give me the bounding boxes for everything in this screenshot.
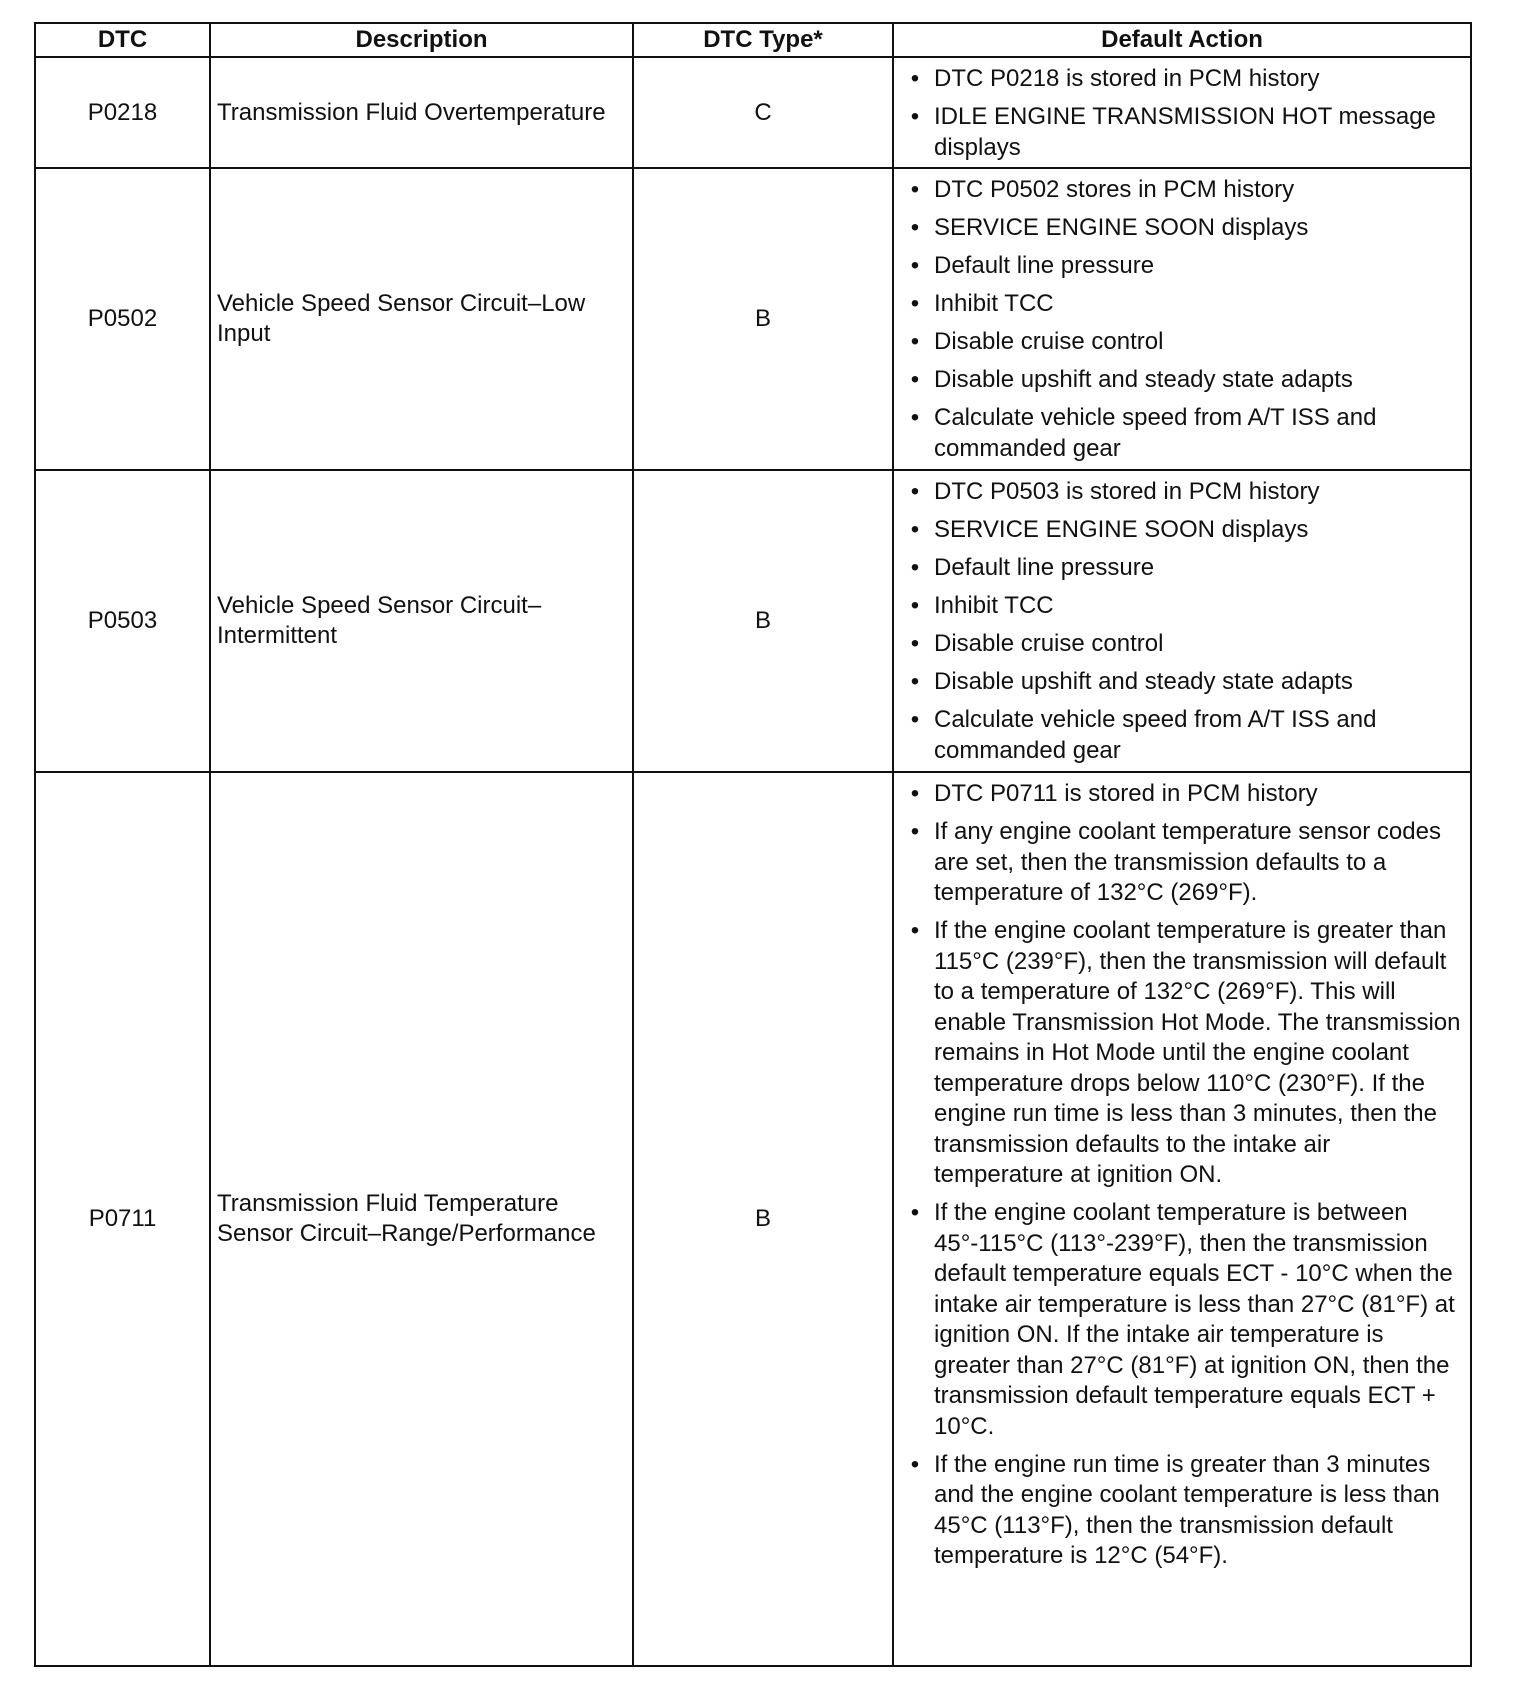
bullet-icon: •	[910, 290, 920, 317]
dtc-code: P0503	[35, 470, 210, 772]
action-item	[900, 251, 1464, 282]
table-body	[35, 57, 1471, 1666]
header-description: Description	[210, 23, 633, 57]
action-item	[900, 327, 1464, 358]
action-text: IDLE ENGINE TRANSMISSION HOT message displays	[934, 103, 1436, 161]
bullet-icon: •	[910, 328, 920, 355]
action-item	[900, 667, 1464, 698]
dtc-table	[34, 22, 1472, 1667]
action-item	[900, 705, 1464, 766]
dtc-description: Transmission Fluid Temperature Sensor Circuit–Range/Performance	[210, 772, 633, 1666]
dtc-description: Vehicle Speed Sensor Circuit–Intermittent	[210, 470, 633, 772]
action-item	[900, 64, 1464, 95]
dtc-type: B	[633, 470, 893, 772]
action-text: Default line pressure	[934, 252, 1155, 279]
action-text: DTC P0503 is stored in PCM history	[934, 478, 1320, 505]
table-header	[35, 23, 1471, 57]
action-text: Disable upshift and steady state adapts	[934, 668, 1353, 695]
action-text: Default line pressure	[934, 554, 1155, 581]
bullet-icon: •	[910, 478, 920, 505]
action-text: Inhibit TCC	[934, 592, 1054, 619]
action-item	[900, 477, 1464, 508]
action-item	[900, 403, 1464, 464]
dtc-code: P0502	[35, 168, 210, 470]
dtc-type: B	[633, 168, 893, 470]
action-text: Inhibit TCC	[934, 290, 1054, 317]
default-action-cell	[893, 772, 1471, 1666]
action-text: DTC P0502 stores in PCM history	[934, 176, 1295, 203]
dtc-description: Vehicle Speed Sensor Circuit–Low Input	[210, 168, 633, 470]
table-row	[35, 57, 1471, 168]
action-item	[900, 591, 1464, 622]
bullet-icon: •	[910, 214, 920, 241]
default-action-cell	[893, 168, 1471, 470]
action-text: Calculate vehicle speed from A/T ISS and commanded gear	[934, 706, 1377, 764]
bullet-icon: •	[910, 780, 920, 807]
bullet-icon: •	[910, 1450, 920, 1478]
action-text: Disable cruise control	[934, 328, 1164, 355]
action-item	[900, 365, 1464, 396]
action-item	[900, 1450, 1464, 1572]
action-text: Calculate vehicle speed from A/T ISS and commanded gear	[934, 404, 1377, 462]
default-action-list	[900, 64, 1464, 163]
action-item	[900, 213, 1464, 244]
bullet-icon: •	[910, 592, 920, 619]
dtc-code: P0711	[35, 772, 210, 1666]
action-item	[900, 629, 1464, 660]
bullet-icon: •	[910, 706, 920, 733]
action-item	[900, 175, 1464, 206]
dtc-type: C	[633, 57, 893, 168]
action-item	[900, 553, 1464, 584]
table-row	[35, 168, 1471, 470]
action-item	[900, 916, 1464, 1191]
header-dtc-type: DTC Type*	[633, 23, 893, 57]
bullet-icon: •	[910, 176, 920, 203]
bullet-icon: •	[910, 917, 920, 944]
action-text: Disable upshift and steady state adapts	[934, 366, 1353, 393]
default-action-cell	[893, 57, 1471, 168]
header-default-action: Default Action	[893, 23, 1471, 57]
default-action-cell	[893, 470, 1471, 772]
bullet-icon: •	[910, 1199, 920, 1226]
action-item	[900, 515, 1464, 546]
action-item	[900, 289, 1464, 320]
bullet-icon: •	[910, 103, 920, 130]
action-item	[900, 779, 1464, 810]
bullet-icon: •	[910, 630, 920, 657]
header-row	[35, 23, 1471, 57]
action-text: SERVICE ENGINE SOON displays	[934, 214, 1309, 241]
header-dtc: DTC	[35, 23, 210, 57]
bullet-icon: •	[910, 366, 920, 393]
dtc-type: B	[633, 772, 893, 1666]
action-item	[900, 102, 1464, 163]
action-text: Disable cruise control	[934, 630, 1164, 657]
dtc-code: P0218	[35, 57, 210, 168]
action-text: DTC P0218 is stored in PCM history	[934, 65, 1320, 92]
action-text: DTC P0711 is stored in PCM history	[934, 780, 1318, 807]
default-action-list	[900, 779, 1464, 1572]
action-item	[900, 1198, 1464, 1442]
table-row	[35, 470, 1471, 772]
action-text: SERVICE ENGINE SOON displays	[934, 516, 1309, 543]
action-text: If the engine coolant temperature is between 45°-115°C (113°-239°F), then the transmission default temperature equals ECT - 10°C when the intake air temperature is less than 27°C (81°F) at ignition ON. If the intake air temperature is greater than 27°C (81°F) at ignition ON, then the transmission default temperature equals ECT + 10°C.	[934, 1199, 1455, 1440]
bullet-icon: •	[910, 252, 920, 279]
bullet-icon: •	[910, 818, 920, 845]
table-row	[35, 772, 1471, 1666]
action-text: If any engine coolant temperature sensor codes are set, then the transmission defaults to a temperature of 132°C (269°F).	[934, 818, 1441, 906]
dtc-description: Transmission Fluid Overtemperature	[210, 57, 633, 168]
bullet-icon: •	[910, 554, 920, 581]
action-text: If the engine run time is greater than 3 minutes and the engine coolant temperature is less than 45°C (113°F), then the transmission default temperature is 12°C (54°F).	[934, 1450, 1440, 1569]
bullet-icon: •	[910, 516, 920, 543]
bullet-icon: •	[910, 404, 920, 431]
bullet-icon: •	[910, 668, 920, 695]
action-item	[900, 817, 1464, 909]
default-action-list	[900, 175, 1464, 464]
default-action-list	[900, 477, 1464, 766]
bullet-icon: •	[910, 65, 920, 92]
action-text: If the engine coolant temperature is greater than 115°C (239°F), then the transmission will default to a temperature of 132°C (269°F). This will enable Transmission Hot Mode. The transmission remains in Hot Mode until the engine coolant temperature drops below 110°C (230°F). If the engine run time is less than 3 minutes, then the transmission defaults to the intake air temperature at ignition ON.	[934, 917, 1461, 1188]
